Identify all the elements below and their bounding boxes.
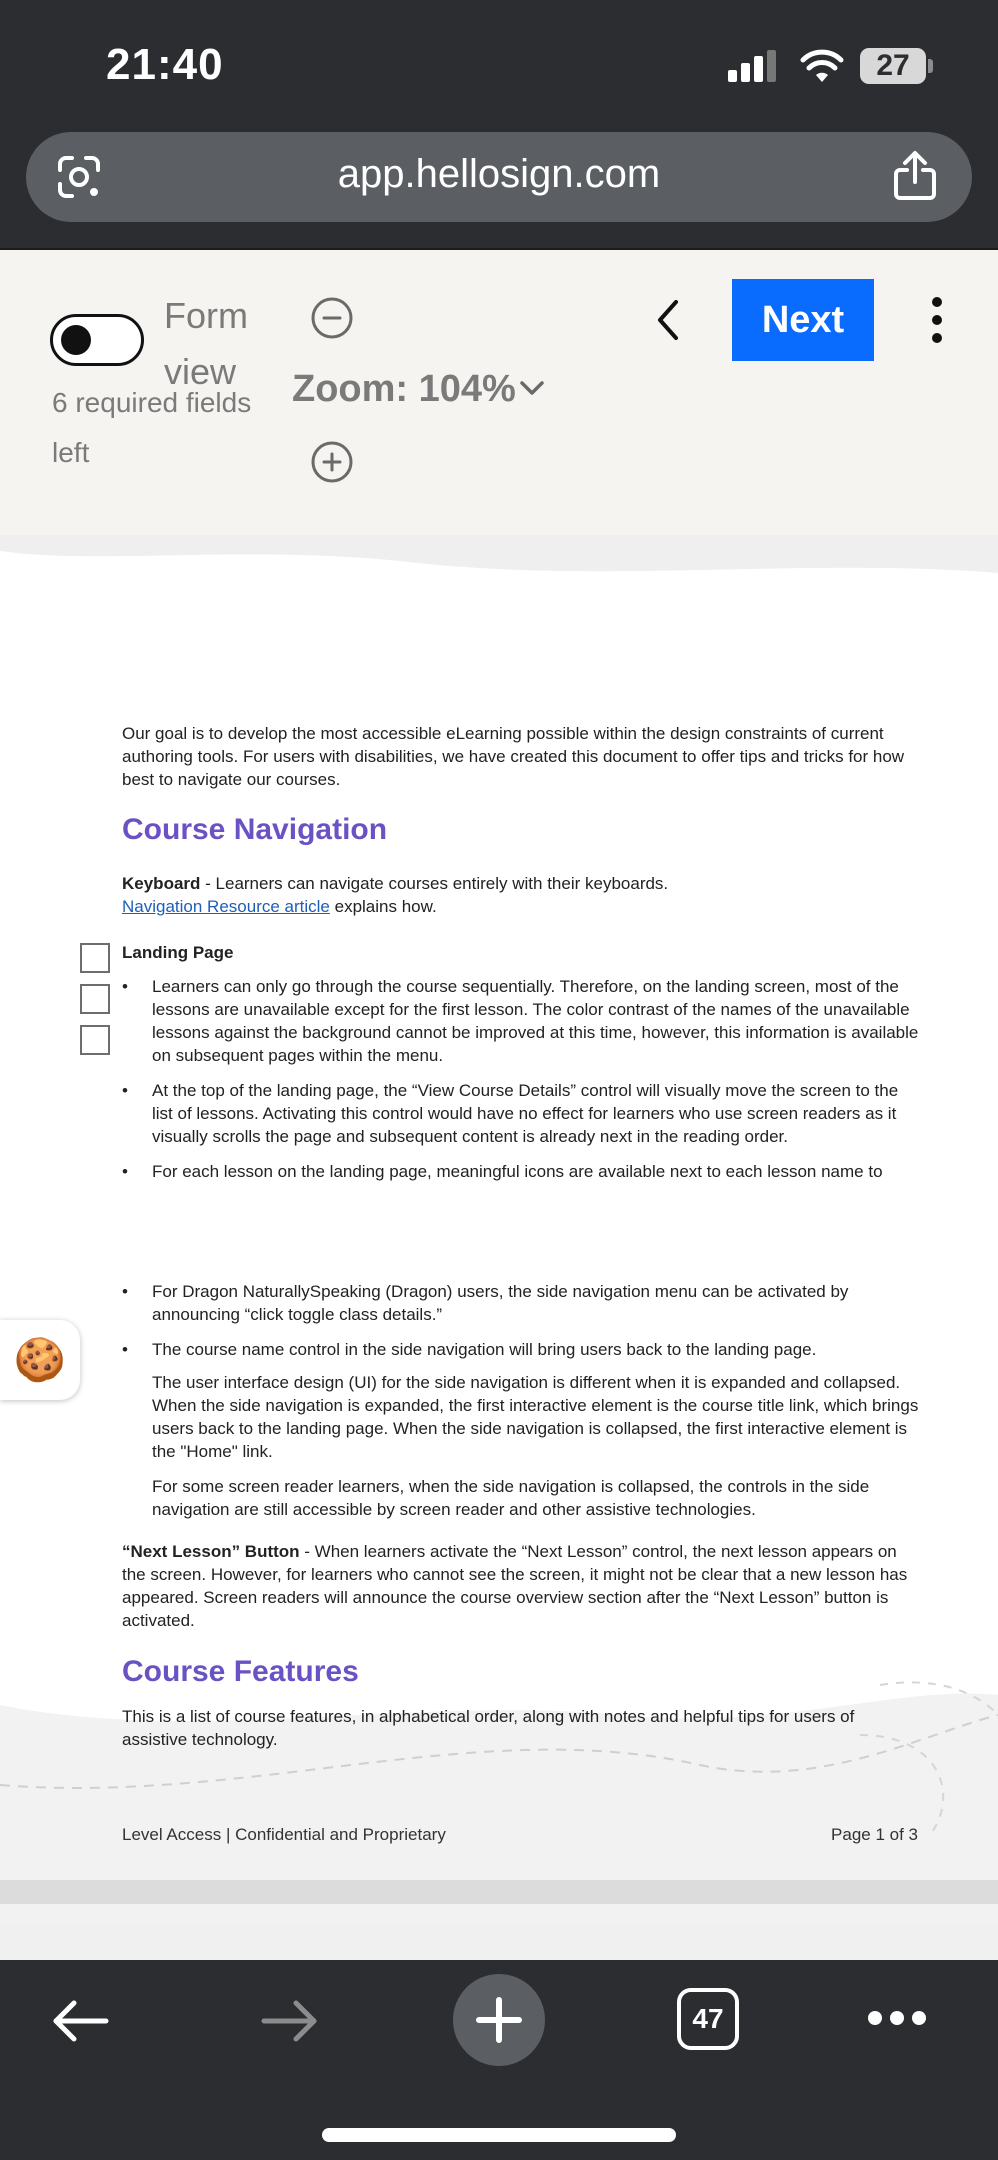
cookie-icon[interactable]: 🍪 (0, 1320, 80, 1400)
page-gap (0, 1880, 998, 1904)
form-view-label: Form view (164, 295, 248, 392)
list-item: • At the top of the landing page, the “View Course Details” control will visually move the screen to the list of lessons. Activating this control would have no effect for learners who use screen readers as it visually scrolls the page and subsequent content is already next in the reading order. (122, 1079, 922, 1148)
signal-icon (728, 50, 780, 82)
heading-course-features: Course Features (122, 1655, 359, 1688)
next-button[interactable]: Next (732, 279, 874, 361)
chevron-left-icon[interactable] (650, 296, 686, 344)
screen-reader-paragraph: For some screen reader learners, when the side navigation is collapsed, the controls in the side navigation are still accessible by screen reader and other assistive technologies. (152, 1477, 870, 1519)
status-time: 21:40 (106, 40, 224, 89)
form-checkbox-2[interactable] (80, 984, 110, 1014)
zoom-level[interactable]: Zoom: 104% (292, 368, 516, 410)
more-menu-icon[interactable] (866, 2008, 928, 2028)
form-view-toggle[interactable] (50, 314, 144, 366)
keyboard-label: Keyboard (122, 874, 201, 893)
next-lesson-paragraph (122, 1540, 922, 1632)
required-fields-count: 6 required fields left (52, 387, 252, 468)
zoom-out-icon[interactable] (310, 296, 354, 340)
side-navigation-bullets (122, 1280, 922, 1373)
new-tab-button[interactable] (453, 1974, 545, 2066)
nav-link-suffix: explains how. (329, 897, 437, 916)
footer-left: Level Access | Confidential and Proprietary (122, 1825, 446, 1844)
chevron-down-icon[interactable] (518, 378, 546, 398)
battery-icon: 27 (860, 48, 926, 84)
next-lesson-label: “Next Lesson” Button (122, 1542, 300, 1561)
tab-switcher-button[interactable]: 47 (677, 1988, 739, 2050)
page-number: Page 1 of 3 (831, 1825, 918, 1844)
landing-page-bullets (122, 975, 922, 1195)
share-icon[interactable] (892, 150, 938, 202)
document-viewer[interactable] (0, 535, 998, 1960)
list-item: • For Dragon NaturallySpeaking (Dragon) users, the side navigation menu can be activated by announcing “click toggle class details.” (122, 1280, 922, 1326)
next-lesson-text: - When learners activate the “Next Lesson” control, the next lesson appears on the screen. However, for learners who cannot see the screen, it might not be clear that a new lesson has appeared. Screen readers will announce the course overview section after the “Next Lesson” button is activated. (122, 1542, 908, 1630)
navigation-resource-link[interactable]: Navigation Resource article (122, 897, 330, 916)
document-page (0, 535, 998, 1925)
wifi-icon (800, 48, 844, 82)
form-checkbox-3[interactable] (80, 1025, 110, 1055)
home-indicator (322, 2128, 676, 2142)
list-item: • The course name control in the side navigation will bring users back to the landing page. (122, 1338, 922, 1361)
status-bar (0, 0, 998, 130)
more-options-icon[interactable] (926, 296, 948, 344)
features-paragraph: This is a list of course features, in alphabetical order, along with notes and helpful tips for users of assistive technology. (122, 1707, 855, 1749)
keyboard-paragraph (122, 872, 922, 918)
plus-icon (453, 1974, 545, 2066)
list-item: • For each lesson on the landing page, meaningful icons are available next to each lesson name to (122, 1160, 922, 1183)
back-arrow-icon[interactable] (50, 1996, 112, 2046)
forward-arrow-icon[interactable] (258, 1996, 320, 2046)
address-bar[interactable] (26, 132, 972, 222)
form-checkbox-1[interactable] (80, 943, 110, 973)
list-item: • Learners can only go through the course sequentially. Therefore, on the landing screen, most of the lessons are unavailable except for the first lesson. The color contrast of the names of the unavailable lessons against the background cannot be improved at this time, however, this information is available on subsequent pages within the menu. (122, 975, 922, 1067)
keyboard-text: - Learners can navigate courses entirely with their keyboards. (200, 874, 669, 893)
heading-course-navigation: Course Navigation (122, 813, 388, 846)
url-text[interactable]: app.hellosign.com (337, 152, 661, 196)
landing-page-heading: Landing Page (122, 943, 234, 962)
ui-design-paragraph: The user interface design (UI) for the side navigation is different when it is expanded and collapsed. When the side navigation is expanded, the first interactive element is the course title link, which brings users back to the landing page. When the side navigation is collapsed, the first interactive element is the "Home" link. (152, 1373, 919, 1461)
toggle-knob (61, 325, 91, 355)
battery-tip (928, 59, 933, 73)
zoom-in-icon[interactable] (310, 440, 354, 484)
signing-toolbar (0, 250, 998, 535)
intro-paragraph: Our goal is to develop the most accessible eLearning possible within the design constraints of current authoring tools. For users with disabilities, we have created this document to offer tips and tricks for how best to navigate our courses. (122, 724, 905, 789)
